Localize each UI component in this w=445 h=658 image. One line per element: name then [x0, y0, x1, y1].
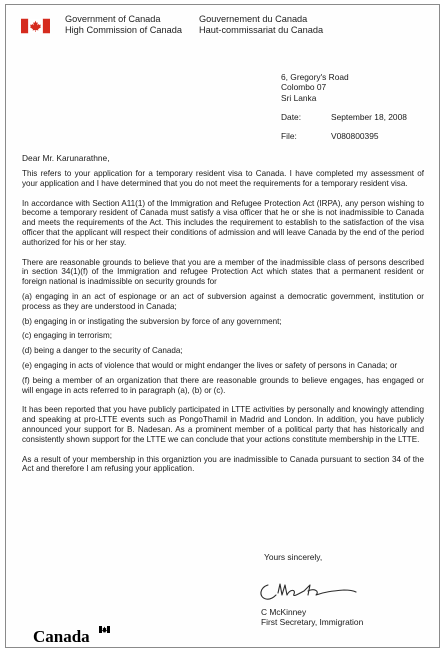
letter-body — [22, 169, 424, 484]
address-line2: Colombo 07 — [281, 82, 327, 93]
signer-block — [261, 607, 363, 628]
paragraph-1: This refers to your application for a temporary resident visa to Canada. I have completed my assessment of your application and I have determined that you do not meet the requirements for a temporary resident visa. — [22, 169, 424, 188]
canada-flag-icon — [21, 18, 50, 34]
paragraph-2: In accordance with Section A11(1) of the Immigration and Refugee Protection Act (IRPA), any person wishing to become a temporary resident of Canada must satisfy a visa officer that he or she is not inadmissible to Canada and meets the requirements of the Act. This includes the requirement to establish to the satisfaction of the visa officer that the applicant will respect their conditions of admission and will leave Canada by the end of the period authorized for his or her stay. — [22, 198, 424, 247]
sender-address — [281, 72, 349, 103]
signer-name: C McKinney — [261, 607, 307, 617]
paragraph-5: As a result of your membership in this organiztion you are inadmissible to Canada pursuant to section 34 of the Act and therefore I am refusing your application. — [22, 454, 424, 474]
list-item-b: (b) engaging in or instigating the subversion by force of any government; — [22, 316, 282, 326]
paragraph-4: It has been reported that you have publicly participated in LTTE activities by personally and knowingly attending and speaking at pro-LTTE events such as PongoThamil in Madrid and London. In addition, you have publicly announced your support for B. Nadesan. As a prominent member of a political party that has historically and consistently shown support for the LTTE we can conclude that your actions constitute membership in the LTTE. — [22, 405, 424, 444]
list-item-d: (d) being a danger to the security of Canada; — [22, 346, 183, 356]
file-label: File: — [281, 131, 297, 141]
list-item-a: (a) engaging in an act of espionage or an act of subversion against a democratic government, institution or process as they are understood in Canada; — [22, 291, 424, 311]
list-item-f: (f) being a member of an organization that there are reasonable grounds to believe engages, has engaged or will engage in acts referred to in paragraph (a), (b) or (c). — [22, 375, 424, 395]
header-english — [65, 14, 182, 36]
date-value: September 18, 2008 — [331, 112, 407, 122]
letter-page — [5, 4, 440, 648]
signer-title: First Secretary, Immigration — [261, 617, 364, 628]
paragraph-3: There are reasonable grounds to believe that you are a member of the inadmissible class of persons described in section 34(1)(f) of the Immigration and refugee Protection Act which states that a permanent resident or foreign national is inadmissible on security grounds for — [22, 257, 424, 287]
file-row — [281, 131, 379, 141]
signature-icon — [254, 579, 359, 603]
header-fr-line2: Haut-commissariat du Canada — [199, 25, 324, 35]
header-french — [199, 14, 323, 36]
header-en-line1: Government of Canada — [65, 14, 161, 24]
address-line1: 6, Gregory's Road — [281, 72, 349, 82]
date-row — [281, 112, 407, 122]
list-item-e: (e) engaging in acts of violence that would or might endanger the lives or safety of persons in Canada; or — [22, 360, 398, 370]
header-fr-line1: Gouvernement du Canada — [199, 14, 308, 24]
canada-wordmark-logo — [32, 626, 112, 646]
closing: Yours sincerely, — [264, 552, 323, 562]
address-line3: Sri Lanka — [281, 92, 317, 103]
salutation: Dear Mr. Karunarathne, — [22, 153, 110, 163]
header-en-line2: High Commission of Canada — [65, 25, 182, 35]
list-item-c: (c) engaging in terrorism; — [22, 331, 112, 341]
date-label: Date: — [281, 112, 302, 122]
file-value: V080800395 — [331, 131, 379, 141]
canada-wordmark-text: Canada — [33, 627, 90, 646]
